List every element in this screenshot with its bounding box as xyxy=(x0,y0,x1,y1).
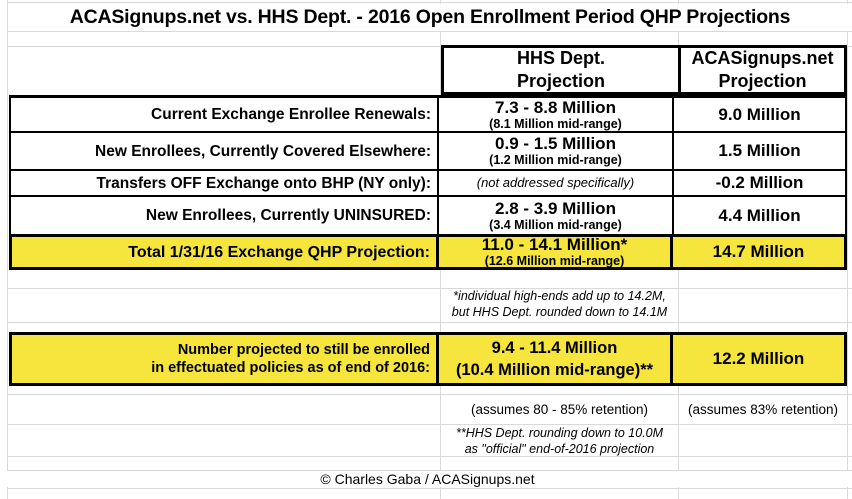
row-label: New Enrollees, Currently Covered Elsewhere: xyxy=(11,133,439,169)
row-label-line2: in effectuated policies as of end of 2016: xyxy=(151,360,430,376)
gridline xyxy=(7,424,852,425)
table-row-uninsured xyxy=(9,197,847,234)
col-header-aca xyxy=(681,48,844,92)
gridline xyxy=(7,288,852,289)
footnote-end-line2: as "official" end-of-2016 projection xyxy=(464,442,655,456)
col-header-hhs xyxy=(444,48,681,92)
footnote-total-line1: *individual high-ends add up to 14.2M, xyxy=(453,289,666,303)
gridline xyxy=(7,322,852,323)
hhs-midrange: (12.6 Million mid-range) xyxy=(484,254,625,268)
hhs-value-cell xyxy=(439,133,674,169)
gridline xyxy=(7,31,852,32)
col-header-aca-line2: Projection xyxy=(718,71,807,91)
row-label: Transfers OFF Exchange onto BHP (NY only): xyxy=(11,171,439,195)
row-label: Current Exchange Enrollee Renewals: xyxy=(11,98,439,131)
gridline xyxy=(7,488,852,489)
column-header-row xyxy=(441,45,847,95)
hhs-midrange: (8.1 Million mid-range) xyxy=(489,116,622,131)
col-header-hhs-line1: HHS Dept. xyxy=(516,48,605,68)
table-row-total-projection xyxy=(9,234,847,270)
copyright-note: © Charles Gaba / ACASignups.net xyxy=(7,471,848,487)
hhs-value-cell xyxy=(439,197,674,234)
footnote-total xyxy=(441,286,678,322)
hhs-note: (not addressed specifically) xyxy=(476,175,635,190)
row-label: Total 1/31/16 Exchange QHP Projection: xyxy=(12,237,439,267)
hhs-value-cell xyxy=(439,237,673,267)
retention-note-hhs: (assumes 80 - 85% retention) xyxy=(470,401,649,417)
hhs-value: 0.9 - 1.5 Million xyxy=(495,134,616,153)
hhs-midrange: (1.2 Million mid-range) xyxy=(489,153,622,167)
gridline xyxy=(7,456,852,457)
hhs-value-cell xyxy=(439,171,674,195)
gridline xyxy=(847,0,848,499)
hhs-value: 2.8 - 3.9 Million xyxy=(495,198,616,218)
hhs-value-cell xyxy=(439,98,674,131)
col-header-aca-line1: ACASignups.net xyxy=(691,48,834,68)
hhs-value: 11.0 - 14.1 Million* xyxy=(481,235,628,254)
row-label-line1: Number projected to still be enrolled xyxy=(177,342,430,358)
footnote-end-of-2016 xyxy=(441,423,678,459)
hhs-value: 7.3 - 8.8 Million xyxy=(495,97,616,117)
retention-note-aca: (assumes 83% retention) xyxy=(687,401,839,417)
hhs-midrange: (10.4 Million mid-range)** xyxy=(455,361,654,379)
aca-value: 4.4 Million xyxy=(718,205,801,225)
gridline xyxy=(7,0,8,499)
aca-value: 1.5 Million xyxy=(718,141,801,160)
table-row-renewals xyxy=(9,95,847,133)
hhs-value-cell xyxy=(439,335,673,383)
table-row-bhp-transfers xyxy=(9,171,847,197)
col-header-hhs-line2: Projection xyxy=(516,71,605,91)
row-label xyxy=(12,335,439,383)
aca-value: 9.0 Million xyxy=(718,104,801,124)
page-title: ACASignups.net vs. HHS Dept. - 2016 Open Enrollment Period QHP Projections xyxy=(8,4,852,31)
gridline xyxy=(7,2,852,3)
gridline xyxy=(7,394,852,395)
footnote-end-line1: **HHS Dept. rounding down to 10.0M xyxy=(455,426,664,440)
table-row-covered-elsewhere xyxy=(9,133,847,171)
hhs-value: 9.4 - 11.4 Million xyxy=(491,339,618,357)
aca-value: 12.2 Million xyxy=(712,349,805,368)
aca-value: 14.7 Million xyxy=(712,242,805,261)
footnote-total-line2: but HHS Dept. rounded down to 14.1M xyxy=(451,305,668,319)
hhs-midrange: (3.4 Million mid-range) xyxy=(489,217,622,232)
table-row-end-of-2016 xyxy=(9,332,847,386)
row-label: New Enrollees, Currently UNINSURED: xyxy=(11,197,439,234)
aca-value: -0.2 Million xyxy=(715,173,804,192)
